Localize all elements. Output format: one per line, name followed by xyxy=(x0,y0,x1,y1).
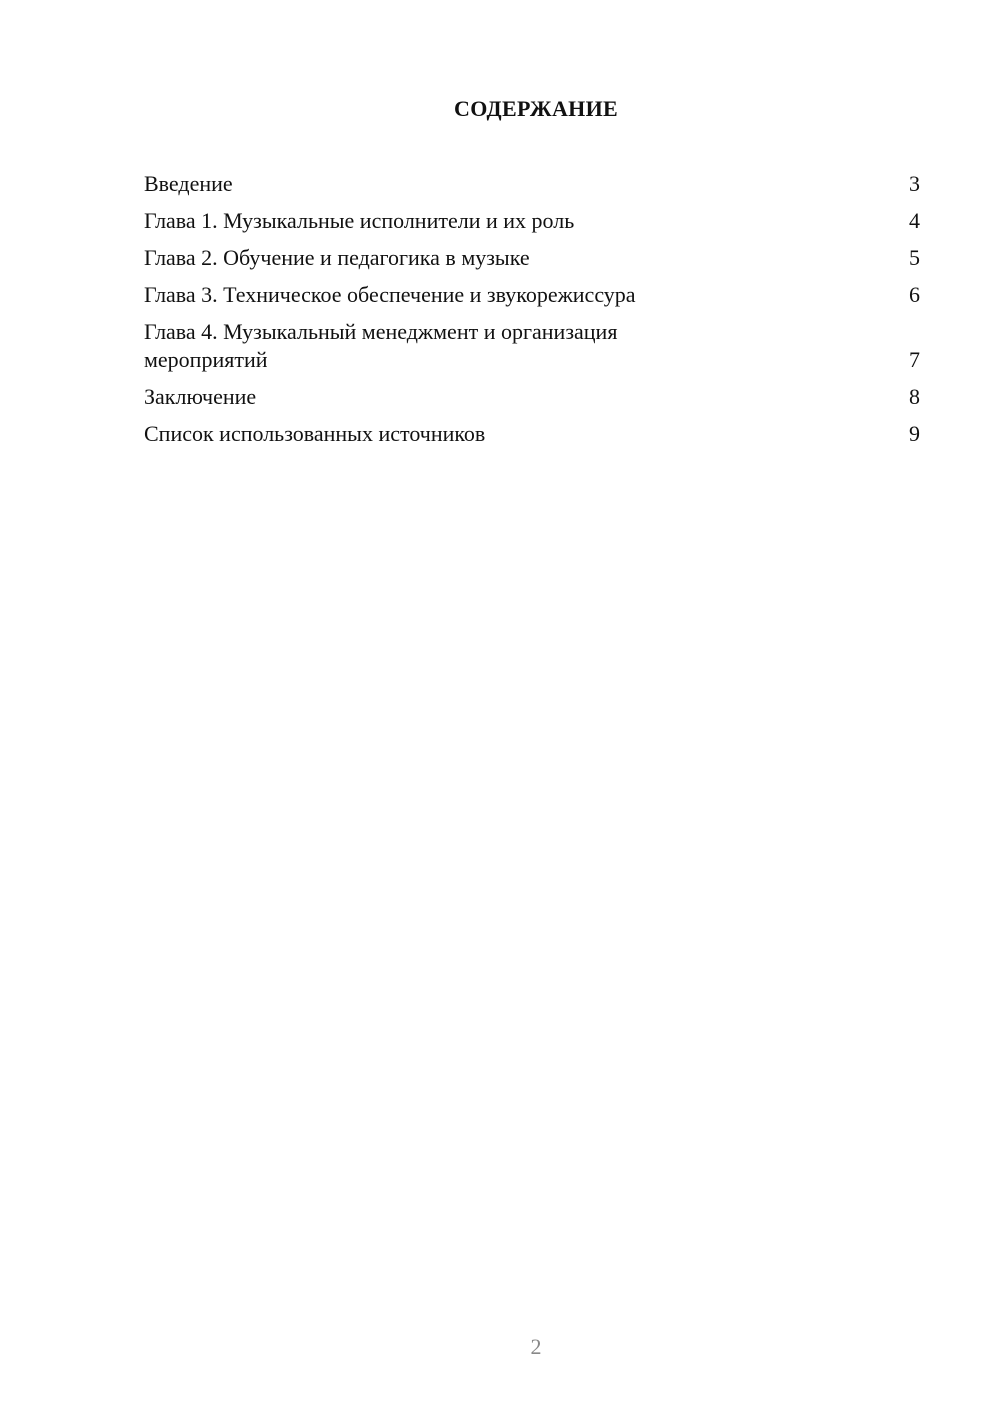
toc-entry xyxy=(144,207,920,235)
toc-entry-label: Список использованных источников xyxy=(144,421,486,446)
toc-entry-page: 8 xyxy=(909,384,920,409)
toc-entry-page: 3 xyxy=(909,171,920,196)
toc-entry-label: Глава 2. Обучение и педагогика в музыке xyxy=(144,245,530,270)
toc-entry xyxy=(144,383,920,411)
toc-entry xyxy=(144,244,920,272)
toc-entry-label: Заключение xyxy=(144,384,257,409)
table-of-contents xyxy=(144,170,920,457)
toc-entry-label: Глава 1. Музыкальные исполнители и их роль xyxy=(144,208,575,233)
toc-entry xyxy=(144,170,920,198)
toc-entry-label: Введение xyxy=(144,171,233,196)
toc-entry-page: 6 xyxy=(909,282,920,307)
toc-entry-label: Глава 3. Техническое обеспечение и звукорежиссура xyxy=(144,282,636,307)
toc-entry-page: 7 xyxy=(909,347,920,372)
toc-entry xyxy=(144,420,920,448)
toc-entry xyxy=(144,281,920,309)
toc-entry xyxy=(144,318,920,374)
toc-entry-page: 4 xyxy=(909,208,920,233)
toc-entry-page: 9 xyxy=(909,421,920,446)
page-number: 2 xyxy=(530,1334,542,1359)
toc-title: СОДЕРЖАНИЕ xyxy=(454,96,618,121)
toc-entry-page: 5 xyxy=(909,245,920,270)
toc-entry-label: Глава 4. Музыкальный менеджмент и организация мероприятий xyxy=(144,319,618,372)
